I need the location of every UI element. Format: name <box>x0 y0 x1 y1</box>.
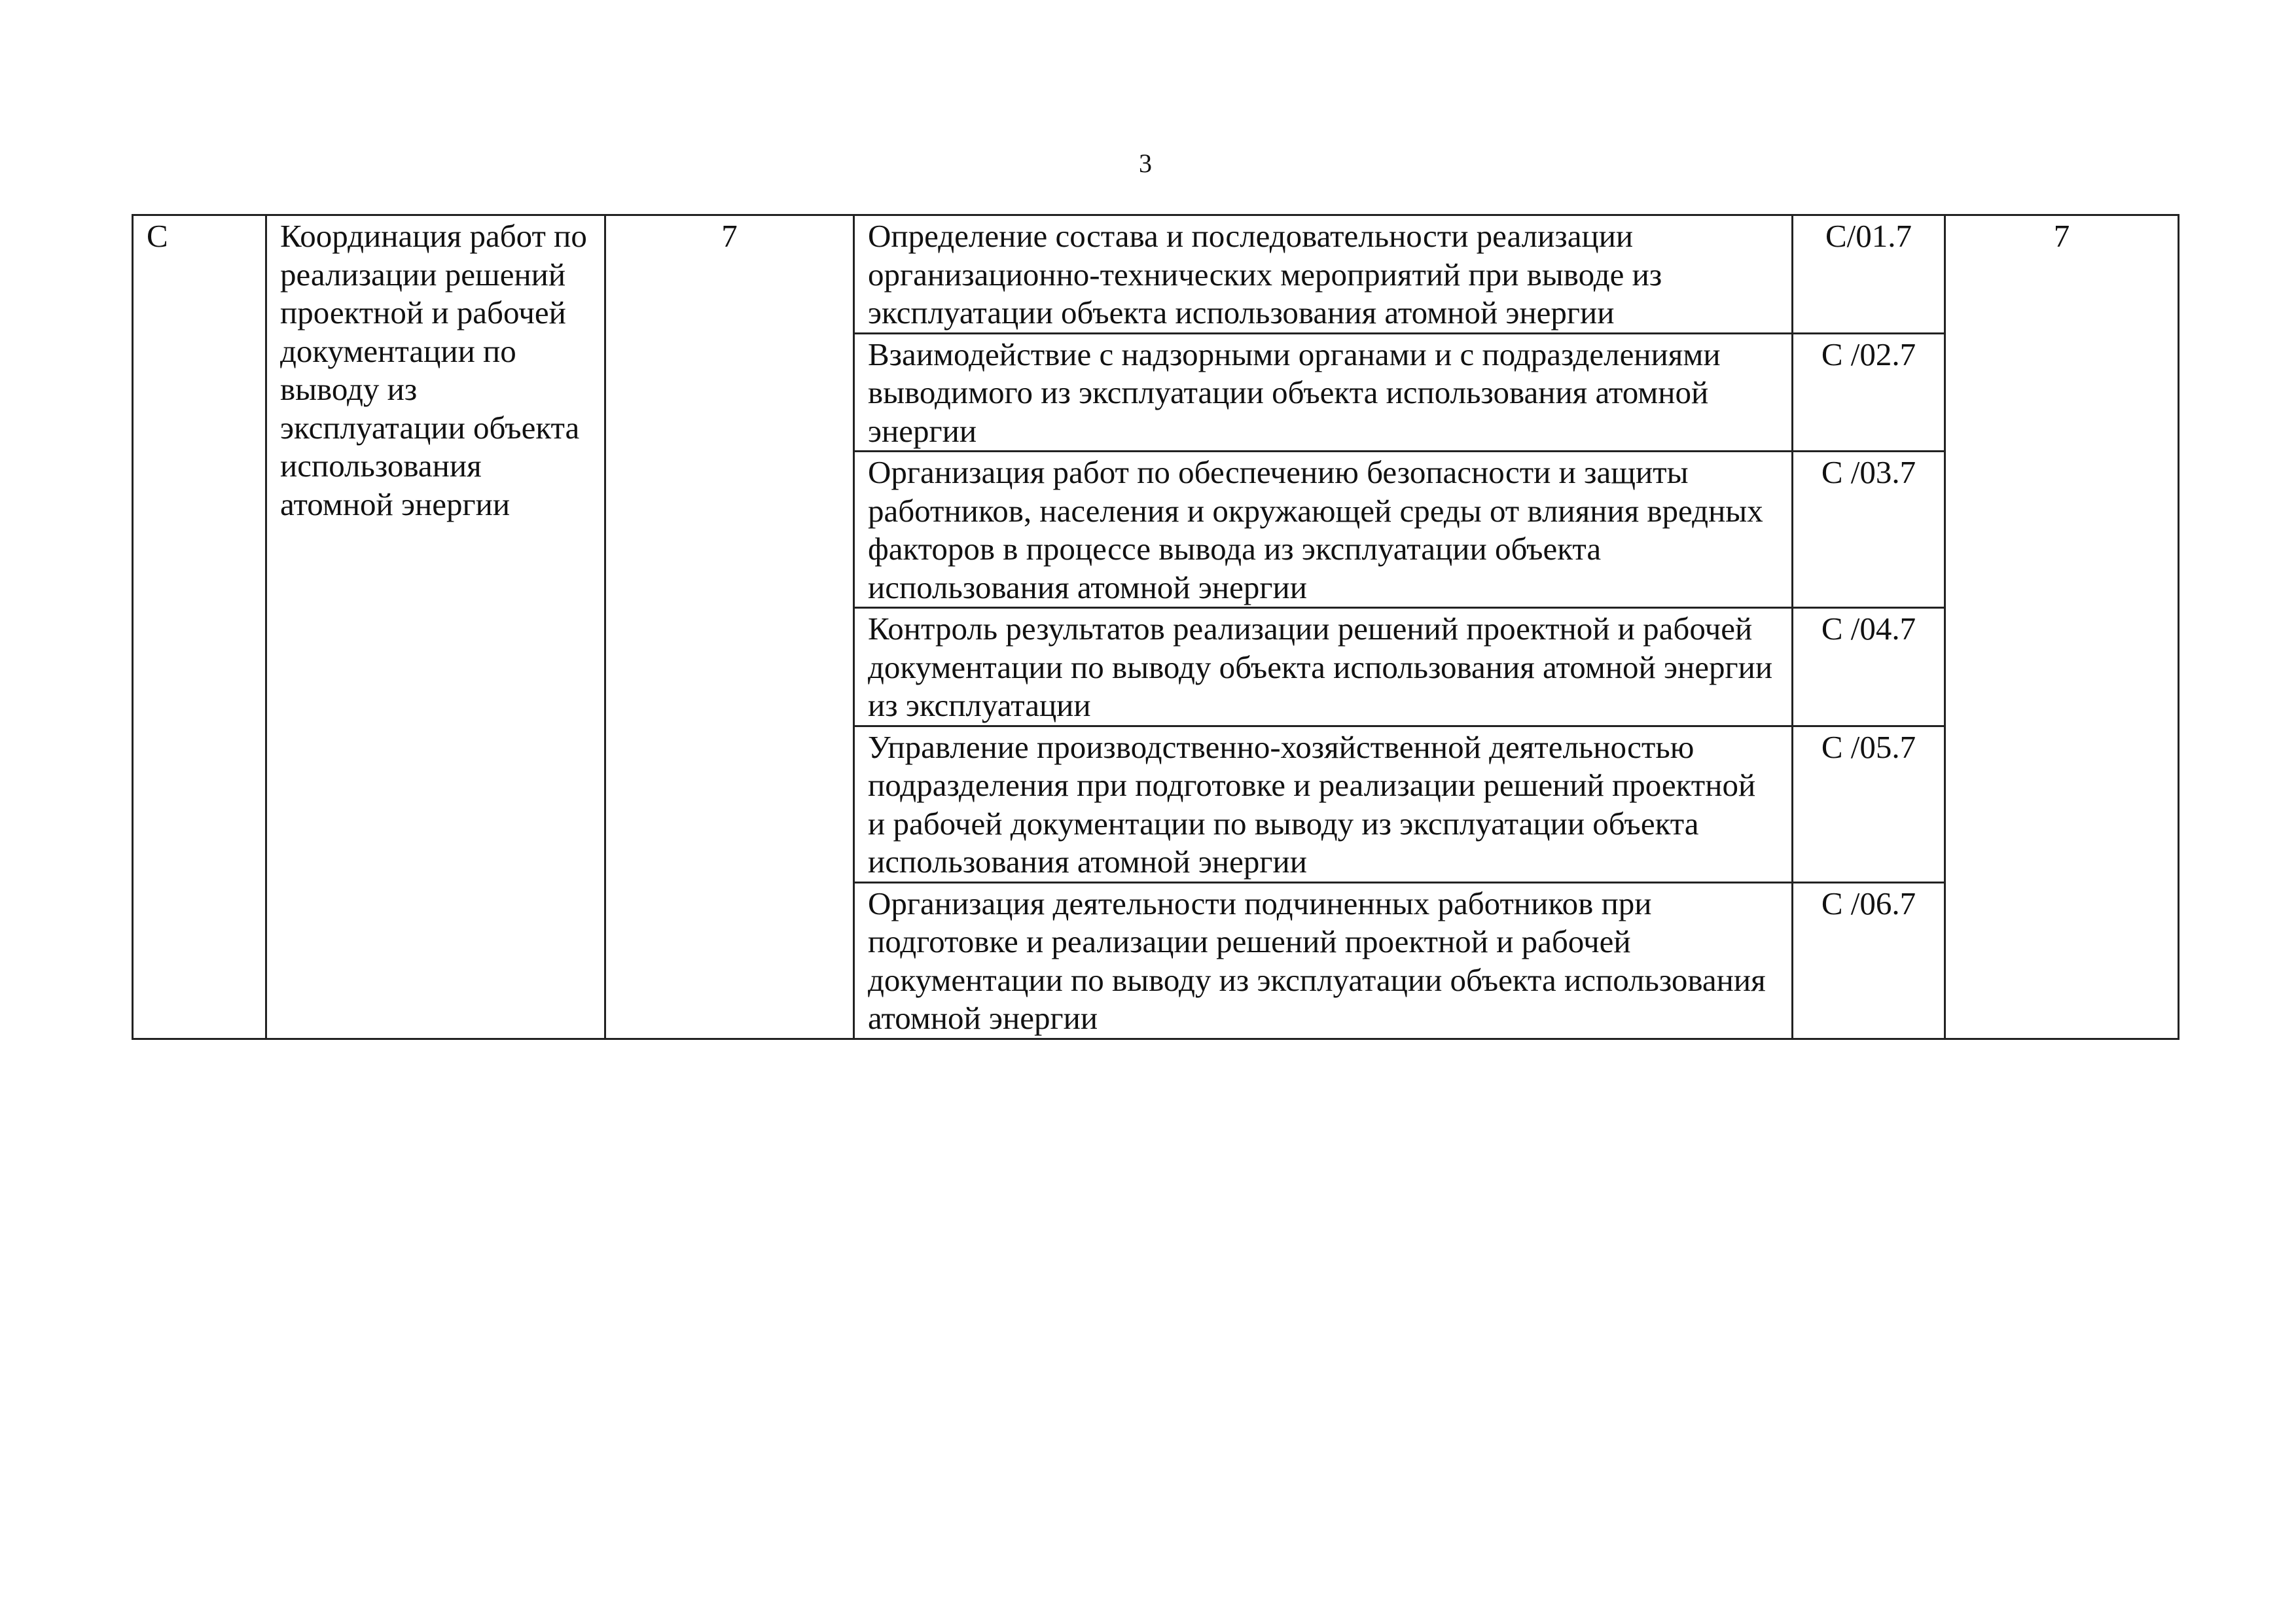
labor-function-name: Организация работ по обеспечению безопасности и защиты работников, населения и окружающей среды от влияния вредных факторов в процессе вывода из эксплуатации объекта использования атомной энергии <box>854 452 1793 608</box>
labor-function-name: Контроль результатов реализации решений проектной и рабочей документации по выводу объекта использования атомной энергии из эксплуатации <box>854 608 1793 726</box>
labor-function-code: C /02.7 <box>1793 333 1945 452</box>
generalized-function-name: Координация работ по реализации решений проектной и рабочей документации по выводу из эксплуатации объекта использования атомной энергии <box>266 215 605 1039</box>
labor-function-name: Управление производственно-хозяйственной деятельностью подразделения при подготовке и реализации решений проектной и рабочей документации по выводу из эксплуатации объекта использования атомной энергии <box>854 726 1793 882</box>
labor-function-name: Взаимодействие с надзорными органами и с подразделениями выводимого из эксплуатации объекта использования атомной энергии <box>854 333 1793 452</box>
labor-function-code: C/01.7 <box>1793 215 1945 334</box>
page-number: 3 <box>1139 149 1152 178</box>
labor-function-code: C /05.7 <box>1793 726 1945 882</box>
labor-function-name: Определение состава и последовательности реализации организационно-технических мероприятий при выводе из эксплуатации объекта использования атомной энергии <box>854 215 1793 334</box>
table-row <box>133 215 2179 334</box>
labor-function-code: C /03.7 <box>1793 452 1945 608</box>
labor-function-code: C /06.7 <box>1793 882 1945 1039</box>
functions-table <box>132 214 2179 1040</box>
labor-function-code: C /04.7 <box>1793 608 1945 726</box>
generalized-function-code: C <box>133 215 266 1039</box>
qualification-level: 7 <box>605 215 854 1039</box>
labor-function-name: Организация деятельности подчиненных работников при подготовке и реализации решений проектной и рабочей документации по выводу из эксплуатации объекта использования атомной энергии <box>854 882 1793 1039</box>
sub-qualification-level: 7 <box>1945 215 2179 1039</box>
